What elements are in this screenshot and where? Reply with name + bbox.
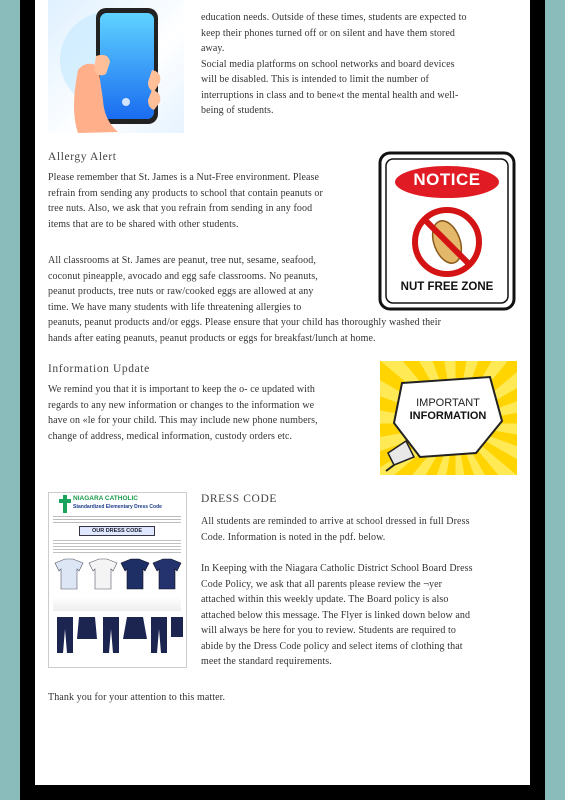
text-line: hands after eating peanuts, peanut products or eggs for breakfast/lunch at home. xyxy=(48,332,376,344)
newsletter-page xyxy=(35,0,530,785)
text-line: will be disabled. This is intended to limit the number of xyxy=(201,74,429,85)
text-line: change of address, medical information, custody orders etc. xyxy=(48,430,293,442)
sign-notice-text: NOTICE xyxy=(413,170,481,189)
text-line: interruptions in class and to bene«t the mental health and well- xyxy=(201,89,459,101)
nut-free-sign xyxy=(377,150,517,312)
text-line: coconut pineapple, avocado and egg safe classrooms. No peanuts, xyxy=(48,270,318,282)
text-line: meet the standard requirements. xyxy=(201,656,332,667)
text-line: will always be here for you to review. Students are required to xyxy=(201,625,457,636)
phone-image xyxy=(48,0,184,133)
allergy-heading: Allergy Alert xyxy=(48,151,117,163)
text-line: peanut products, tree nuts or raw/cooked eggs are allowed at any xyxy=(48,286,314,297)
closing-text: Thank you for your attention to this matter. xyxy=(48,692,226,703)
hand-phone-icon xyxy=(48,0,184,133)
dress-code-flyer[interactable] xyxy=(48,492,187,668)
important-info-image xyxy=(380,361,517,475)
dress-heading: DRESS CODE xyxy=(201,493,277,505)
bottom-border xyxy=(20,785,545,800)
text-line: Code Policy, we ask that all parents please review the ¬yer xyxy=(201,578,443,590)
text-line: away. xyxy=(201,43,225,54)
text-line: regards to any new information or changes to the information we xyxy=(48,399,315,411)
text-line: peanuts, peanut products and/or eggs. Please ensure that your child has thoroughly washed their xyxy=(48,317,442,328)
dress-para2 xyxy=(201,561,521,670)
text-line: abide by the Dress Code policy and select items of clothing that xyxy=(201,640,463,652)
bubble-line1: IMPORTANT xyxy=(416,397,480,409)
uniform-clothing-icon xyxy=(49,555,186,655)
text-line: items that are to be shared with other students. xyxy=(48,218,239,230)
flyer-banner: OUR DRESS CODE xyxy=(79,526,155,536)
text-line: Please remember that St. James is a Nut-Free environment. Please xyxy=(48,172,320,183)
text-line: attached below this message. The Flyer is linked down below and xyxy=(201,609,471,621)
text-line: being of students. xyxy=(201,105,274,116)
info-heading: Information Update xyxy=(48,363,150,375)
text-line: tree nuts. Also, we ask that you refrain from sending in any food xyxy=(48,203,313,214)
text-line: In Keeping with the Niagara Catholic District School Board Dress xyxy=(201,563,473,574)
text-line: All students are reminded to arrive at school dressed in full Dress xyxy=(201,516,470,527)
right-border xyxy=(530,0,545,800)
flyer-title: NIAGARA CATHOLIC xyxy=(73,495,138,502)
text-line: have on «le for your child. This may include new phone numbers, xyxy=(48,415,318,426)
text-line: All classrooms at St. James are peanut, tree nut, sesame, seafood, xyxy=(48,255,316,266)
text-line: keep their phones turned off or on silent and have them stored xyxy=(201,27,456,39)
text-line: attached within this weekly update. The Board policy is also xyxy=(201,594,449,605)
info-text xyxy=(48,382,378,444)
cross-logo-icon xyxy=(59,495,71,513)
text-line: Social media platforms on school networks and board devices xyxy=(201,58,455,70)
flyer-subtitle: Standardized Elementary Dress Code xyxy=(73,504,162,510)
dress-para1 xyxy=(201,514,521,545)
bubble-line2: INFORMATION xyxy=(409,410,487,422)
allergy-para1 xyxy=(48,170,378,232)
phones-text xyxy=(201,10,521,119)
text-line: Code. Information is noted in the pdf. below. xyxy=(201,531,386,543)
left-border xyxy=(20,0,35,800)
text-line: We remind you that it is important to keep the o- ce updated with xyxy=(48,384,316,395)
text-line: time. We have many students with life threatening allergies to xyxy=(48,301,302,313)
text-line: education needs. Outside of these times, students are expected to xyxy=(201,12,467,23)
flyer-lines-2 xyxy=(53,538,181,554)
flyer-body-lines xyxy=(53,514,181,524)
text-line: refrain from sending any products to school that contain peanuts or xyxy=(48,187,323,199)
sign-zone-text: NUT FREE ZONE xyxy=(400,281,494,293)
